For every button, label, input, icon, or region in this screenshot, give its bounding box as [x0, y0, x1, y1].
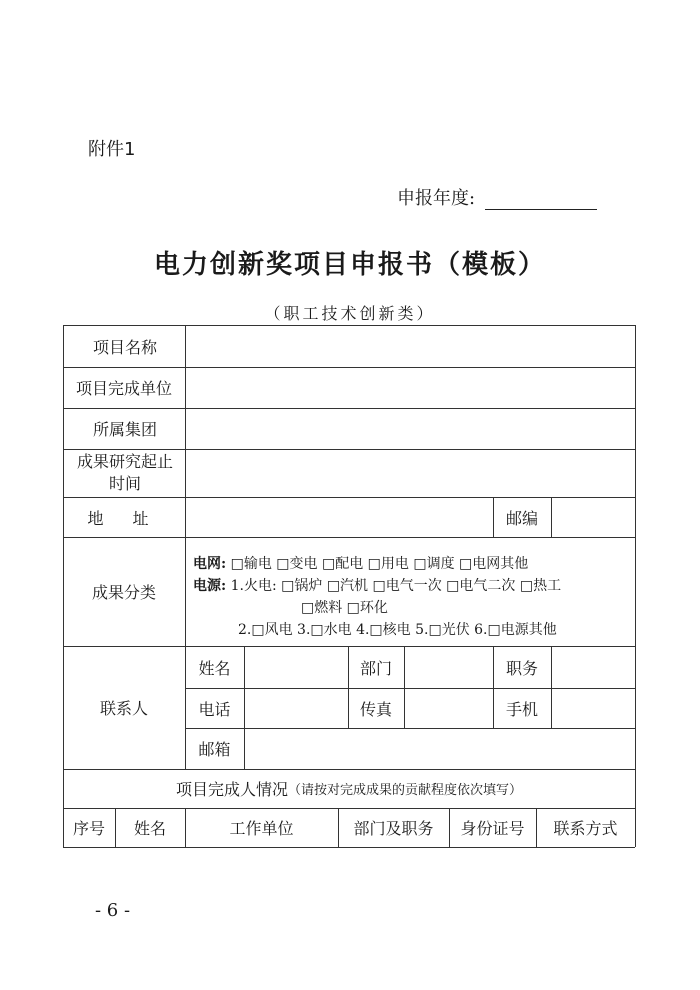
- col-name: 姓名: [133, 819, 166, 838]
- grid-label: 电网:: [193, 556, 227, 572]
- contact-position-field[interactable]: [552, 646, 634, 688]
- contact-email-field[interactable]: [245, 728, 634, 769]
- research-time-field[interactable]: [186, 449, 634, 497]
- thermal-options[interactable]: 1.火电: □锅炉 □汽机 □电气一次 □电气二次 □热工: [230, 578, 562, 594]
- contact-email-label: 邮箱: [198, 740, 231, 759]
- completion-unit-field[interactable]: [186, 367, 634, 408]
- contact-mobile-label: 手机: [505, 699, 538, 719]
- contact-fax-label: 传真: [359, 699, 392, 719]
- contact-phone-label: 电话: [198, 699, 231, 719]
- postcode-label: 邮编: [505, 508, 538, 528]
- col-id-number: 身份证号: [460, 819, 525, 838]
- contact-mobile-field[interactable]: [552, 688, 634, 728]
- grid-options[interactable]: □输电 □变电 □配电 □用电 □调度 □电网其他: [230, 556, 529, 572]
- col-dept-position: 部门及职务: [353, 819, 434, 838]
- category-power-line[interactable]: [193, 575, 561, 595]
- document-title: 电力创新奖项目申报书（模板）: [153, 250, 546, 280]
- research-time-label: 成果研究起止时间: [76, 452, 173, 493]
- contact-dept-label: 部门: [359, 658, 392, 678]
- address-label: 地 址: [87, 508, 161, 528]
- contact-name-label: 姓名: [198, 658, 231, 678]
- group-field[interactable]: [186, 408, 634, 449]
- attachment-label: 附件1: [88, 139, 136, 160]
- contact-label: 联系人: [99, 699, 148, 718]
- contact-phone-field[interactable]: [245, 688, 348, 728]
- power-label: 电源:: [193, 578, 227, 594]
- page-number: - 6 -: [95, 900, 131, 921]
- year-label: 申报年度:: [397, 188, 476, 209]
- document-subtitle: （职工技术创新类）: [264, 304, 436, 323]
- power-other-options[interactable]: 2.□风电 3.□水电 4.□核电 5.□光伏 6.□电源其他: [238, 622, 557, 638]
- application-year: [397, 184, 597, 210]
- category-grid-line[interactable]: [193, 553, 528, 573]
- project-name-label: 项目名称: [93, 337, 158, 357]
- contact-position-label: 职务: [505, 658, 538, 678]
- contact-dept-field[interactable]: [405, 646, 493, 688]
- project-name-field[interactable]: [186, 325, 634, 367]
- thermal-options-2[interactable]: □燃料 □环化: [301, 600, 388, 616]
- completers-note: （请按对完成成果的贡献程度依次填写）: [288, 783, 523, 798]
- postcode-field[interactable]: [552, 497, 634, 537]
- category-label: 成果分类: [91, 583, 156, 602]
- col-index: 序号: [72, 819, 105, 838]
- address-field[interactable]: [186, 497, 492, 537]
- contact-fax-field[interactable]: [405, 688, 493, 728]
- col-contact: 联系方式: [553, 819, 618, 838]
- col-work-unit: 工作单位: [229, 819, 294, 838]
- year-blank[interactable]: [485, 191, 597, 210]
- completers-title: 项目完成人情况: [175, 780, 288, 799]
- completion-unit-label: 项目完成单位: [75, 379, 172, 398]
- completers-heading: [63, 769, 635, 808]
- application-form-table: [63, 325, 635, 847]
- group-label: 所属集团: [93, 420, 158, 439]
- contact-name-field[interactable]: [245, 646, 348, 688]
